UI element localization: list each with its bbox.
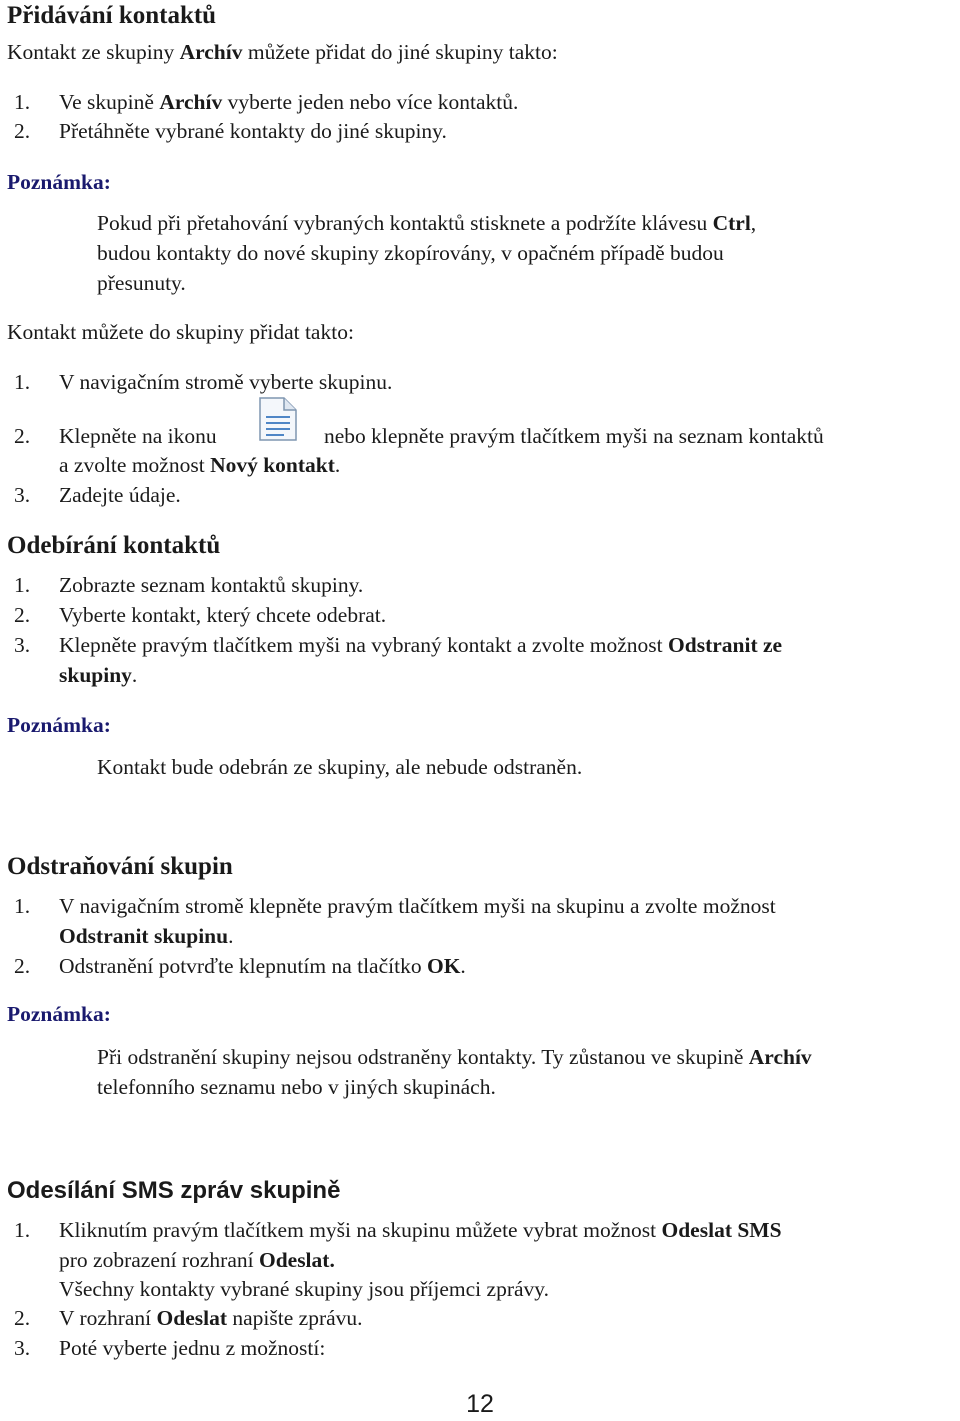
section-title-adding-contacts: Přidávání kontaktů [7,2,217,29]
s3-note-line-1: Při odstranění skupiny nejsou odstraněny kontakty. Ty zůstanou ve skupině Archív [97,1045,812,1069]
section-title-sending-sms: Odesílání SMS zpráv skupině [7,1177,341,1204]
page-number: 12 [466,1390,494,1418]
s1-note-line-1: Pokud při přetahování vybraných kontaktů stisknete a podržíte klávesu Ctrl, [97,211,757,235]
s1-intro: Kontakt ze skupiny Archív můžete přidat do jiné skupiny takto: [7,40,558,64]
section-title-removing-contacts: Odebírání kontaktů [7,532,221,559]
s2-note-label: Poznámka: [7,713,111,737]
s1-alt-intro: Kontakt můžete do skupiny přidat takto: [7,320,354,344]
s3-note-label: Poznámka: [7,1002,111,1026]
s1-note-line-3: přesunuty. [97,271,186,295]
s2-note-text: Kontakt bude odebrán ze skupiny, ale nebude odstraněn. [97,755,583,779]
s3-note-line-2: telefonního seznamu nebo v jiných skupinách. [97,1075,496,1099]
section-title-removing-groups: Odstraňování skupin [7,853,233,880]
s1-note-label: Poznámka: [7,170,111,194]
new-contact-document-icon[interactable] [256,397,300,441]
s1-note-line-2: budou kontakty do nové skupiny zkopírovány, v opačném případě budou [97,241,724,265]
